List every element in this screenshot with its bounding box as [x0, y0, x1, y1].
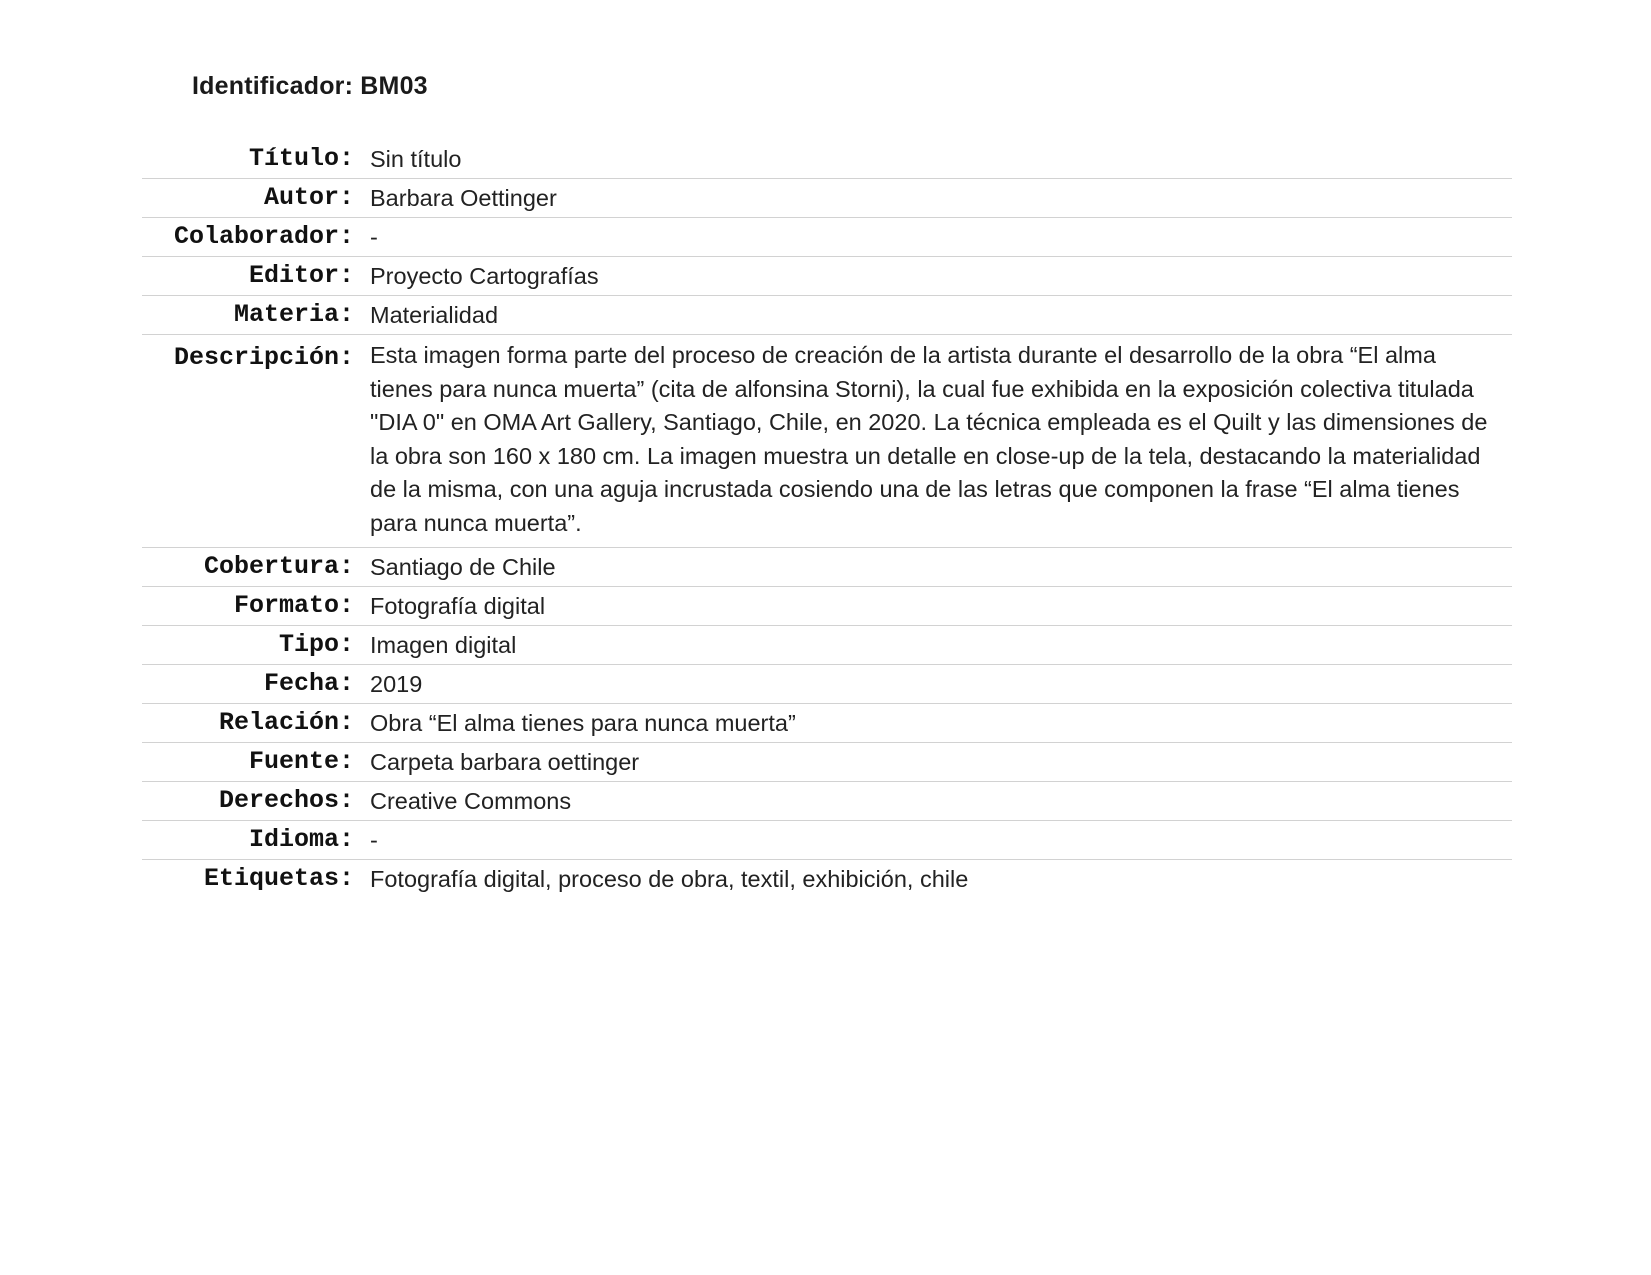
- field-label: Idioma:: [248, 824, 354, 854]
- field-row-colaborador: [142, 218, 1512, 257]
- field-label: Relación:: [218, 707, 354, 737]
- field-row-relacion: [142, 703, 1512, 742]
- field-label: Tipo:: [278, 629, 354, 659]
- field-label: Colaborador:: [173, 222, 354, 251]
- field-label: Fuente:: [248, 746, 354, 776]
- field-row-cobertura: [142, 547, 1512, 586]
- field-label: Cobertura:: [203, 551, 354, 581]
- field-value: Proyecto Cartografías: [370, 263, 599, 289]
- field-value: Obra “El alma tienes para nunca muerta”: [370, 709, 796, 736]
- identifier-heading: Identificador: BM03: [192, 72, 428, 100]
- field-label: Editor:: [248, 261, 354, 290]
- field-value: Materialidad: [370, 302, 499, 328]
- field-value: -: [370, 826, 378, 853]
- field-row-derechos: [142, 781, 1512, 820]
- field-value: Esta imagen forma parte del proceso de creación de la artista durante el desarrollo de la obra “El alma tienes para nunca muerta” (cita de alfonsina Storni), la cual fue exhibida en la exposición colectiva titulada "DIA 0" en OMA Art Gallery, Santiago, Chile, en 2020. La técnica empleada es el Quilt y las dimensiones de la obra son 160 x 180 cm. La imagen muestra un detalle en close-up de la tela, destacando la materialidad de la misma, con una aguja incrustada cosiendo una de las letras que componen la frase “El alma tienes para nunca muerta”.: [370, 342, 1488, 536]
- field-row-tipo: [142, 625, 1512, 664]
- field-label: Etiquetas:: [203, 863, 354, 893]
- field-row-etiquetas: [142, 859, 1512, 898]
- field-label: Título:: [248, 144, 354, 173]
- field-row-editor: [142, 257, 1512, 296]
- field-row-idioma: [142, 820, 1512, 859]
- field-label: Formato:: [233, 590, 354, 620]
- field-value: Fotografía digital, proceso de obra, textil, exhibición, chile: [370, 865, 969, 892]
- field-value: -: [370, 224, 378, 250]
- metadata-table: [142, 140, 1512, 898]
- field-row-descripcion: [142, 335, 1512, 548]
- field-value: Creative Commons: [370, 787, 572, 814]
- field-row-materia: [142, 296, 1512, 335]
- field-row-fecha: [142, 664, 1512, 703]
- field-label: Descripción:: [173, 343, 354, 372]
- field-label: Autor:: [263, 183, 354, 212]
- field-row-formato: [142, 586, 1512, 625]
- field-value: Imagen digital: [370, 631, 517, 658]
- field-label: Fecha:: [263, 668, 354, 698]
- field-row-fuente: [142, 742, 1512, 781]
- field-row-autor: [142, 179, 1512, 218]
- field-value: Santiago de Chile: [370, 553, 556, 580]
- field-label: Derechos:: [218, 785, 354, 815]
- field-value: Barbara Oettinger: [370, 185, 557, 211]
- field-value: Carpeta barbara oettinger: [370, 748, 640, 775]
- field-value: Sin título: [370, 146, 462, 172]
- field-value: 2019: [370, 670, 423, 697]
- field-value: Fotografía digital: [370, 592, 546, 619]
- field-row-titulo: [142, 140, 1512, 179]
- field-label: Materia:: [233, 300, 354, 329]
